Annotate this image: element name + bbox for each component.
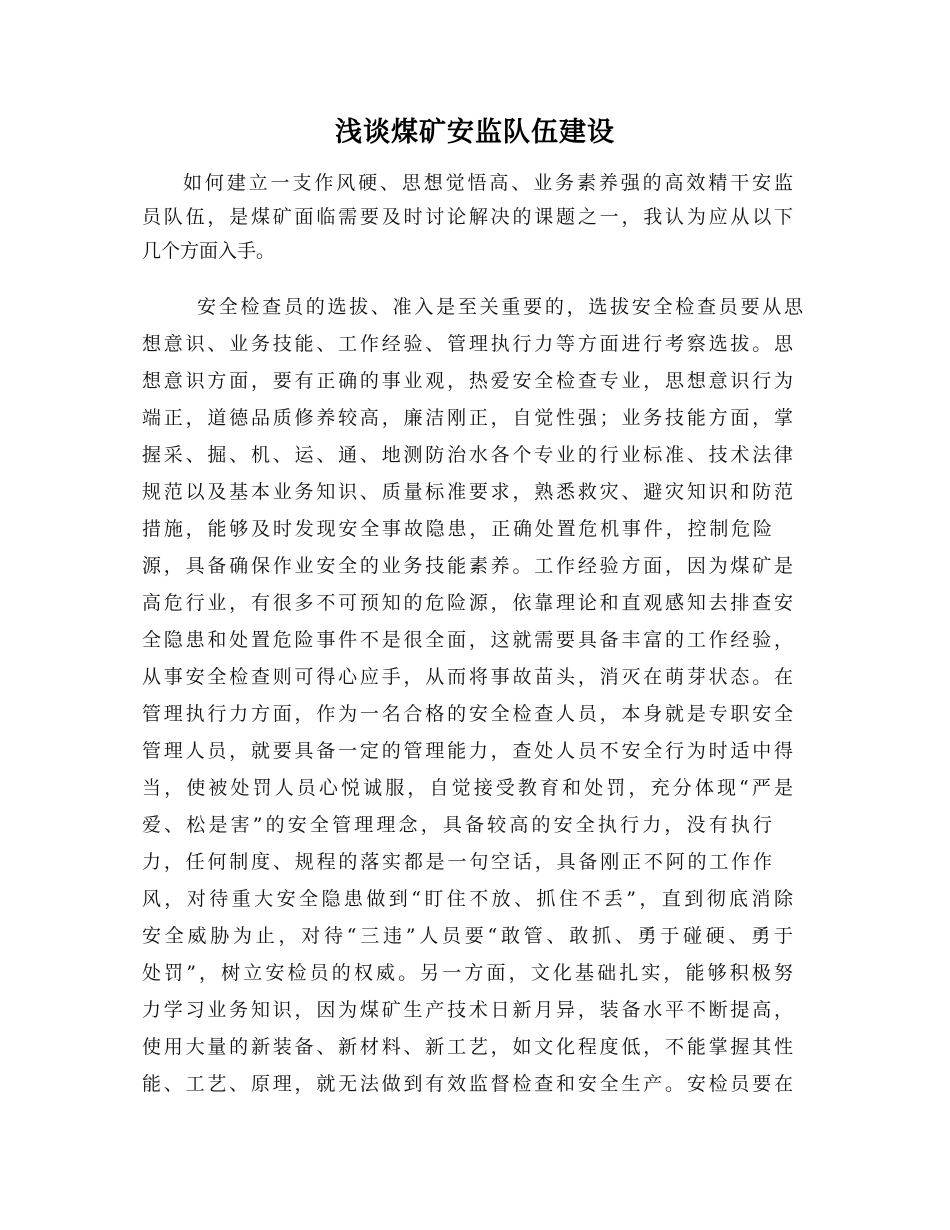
paragraph-2-line-14: 当，使被处罚人员心悦诚服，自觉接受教育和处罚，充分体现“严是 bbox=[142, 777, 793, 799]
paragraph-2-line-17: 风，对待重大安全隐患做到“盯住不放、抓住不丢”，直到彻底消除 bbox=[142, 888, 793, 910]
paragraph-2-line-6: 规范以及基本业务知识、质量标准要求，熟悉救灾、避灾知识和防范 bbox=[142, 481, 793, 503]
paragraph-2-line-19: 处罚”，树立安检员的权威。另一方面，文化基础扎实，能够积极努 bbox=[142, 962, 793, 984]
paragraph-2-line-3: 想意识方面，要有正确的事业观，热爱安全检查专业，思想意识行为 bbox=[142, 370, 793, 392]
paragraph-1-line-2: 员队伍，是煤矿面临需要及时讨论解决的课题之一，我认为应从以下 bbox=[142, 206, 793, 228]
paragraph-2-line-4: 端正，道德品质修养较高，廉洁刚正，自觉性强；业务技能方面，掌 bbox=[142, 407, 793, 429]
paragraph-2-line-2: 想意识、业务技能、工作经验、管理执行力等方面进行考察选拔。思 bbox=[142, 333, 793, 355]
paragraph-2-line-1: 安全检查员的选拔、准入是至关重要的，选拔安全检查员要从思 bbox=[197, 296, 803, 318]
paragraph-1-line-1: 如何建立一支作风硬、思想觉悟高、业务素养强的高效精干安监 bbox=[183, 172, 793, 194]
paragraph-2-line-13: 管理人员，就要具备一定的管理能力，查处人员不安全行为时适中得 bbox=[142, 740, 793, 762]
paragraph-2-line-20: 力学习业务知识，因为煤矿生产技术日新月异，装备水平不断提高， bbox=[142, 999, 793, 1021]
paragraph-2-line-8: 源，具备确保作业安全的业务技能素养。工作经验方面，因为煤矿是 bbox=[142, 555, 793, 577]
paragraph-2-line-15: 爱、松是害”的安全管理理念，具备较高的安全执行力，没有执行 bbox=[142, 814, 772, 836]
paragraph-2-line-21: 使用大量的新装备、新材料、新工艺，如文化程度低，不能掌握其性 bbox=[142, 1036, 793, 1058]
paragraph-2-line-16: 力，任何制度、规程的落实都是一句空话，具备刚正不阿的工作作 bbox=[142, 851, 772, 873]
paragraph-2-line-5: 握采、掘、机、运、通、地测防治水各个专业的行业标准、技术法律 bbox=[142, 444, 793, 466]
paragraph-2-line-12: 管理执行力方面，作为一名合格的安全检查人员，本身就是专职安全 bbox=[142, 703, 793, 725]
paragraph-2-line-7: 措施，能够及时发现安全事故隐患，正确处置危机事件，控制危险 bbox=[142, 518, 772, 540]
document-title: 浅谈煤矿安监队伍建设 bbox=[335, 117, 615, 148]
paragraph-2-line-11: 从事安全检查则可得心应手，从而将事故苗头，消灭在萌芽状态。在 bbox=[142, 666, 793, 688]
paragraph-1-line-3: 几个方面入手。 bbox=[142, 240, 276, 262]
paragraph-2-line-18: 安全威胁为止，对待“三违”人员要“敢管、敢抓、勇于碰硬、勇于 bbox=[142, 925, 793, 947]
paragraph-2-line-22: 能、工艺、原理，就无法做到有效监督检查和安全生产。安检员要在 bbox=[142, 1073, 793, 1095]
paragraph-2-line-9: 高危行业，有很多不可预知的危险源，依靠理论和直观感知去排查安 bbox=[142, 592, 793, 614]
paragraph-2-line-10: 全隐患和处置危险事件不是很全面，这就需要具备丰富的工作经验， bbox=[142, 629, 793, 651]
